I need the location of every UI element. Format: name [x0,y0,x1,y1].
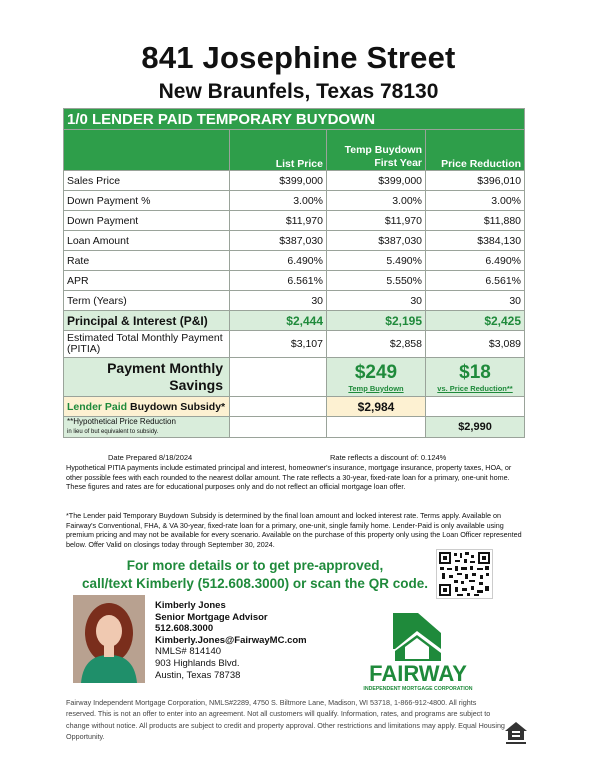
table-row [64,191,525,211]
col-header-temp [327,130,426,171]
rate-discount-label: Rate reflects a discount of: [330,453,419,462]
header-empty [64,130,230,171]
advisor-phone[interactable]: 512.608.3000 [155,623,214,635]
advisor-photo [73,595,145,683]
cell-list: $11,970 [230,211,327,231]
pi-list: $2,444 [230,311,327,331]
pi-row [64,311,525,331]
hypothetical-label-text: **Hypothetical Price Reduction [67,417,176,426]
hypothetical-empty [230,417,327,438]
cell-reduction: $11,880 [426,211,525,231]
savings-reduction-value: $18 [459,361,491,383]
table-row [64,251,525,271]
cell-list: 3.00% [230,191,327,211]
pitia-row [64,331,525,358]
contact-info [155,600,307,681]
date-prepared: Date Prepared 8/18/2024 [108,453,193,462]
cell-list: 6.561% [230,271,327,291]
cell-temp: 30 [327,291,426,311]
pitia-label-line2: (PITIA) [67,343,101,355]
row-label: Loan Amount [64,231,230,251]
hypothetical-row [64,417,525,438]
cell-temp: 5.550% [327,271,426,291]
subsidy-label [64,397,230,417]
subsidy-empty [230,397,327,417]
advisor-title: Senior Mortgage Advisor [155,611,268,623]
cell-reduction: 30 [426,291,525,311]
pitia-label [64,331,230,358]
cell-reduction: 6.490% [426,251,525,271]
fairway-logo [355,611,481,693]
pitia-list: $3,107 [230,331,327,358]
cell-reduction: 6.561% [426,271,525,291]
qr-code-icon[interactable] [436,549,493,599]
buydown-table [63,108,525,438]
savings-reduction-caption: vs. Price Reduction** [437,383,513,393]
logo-tagline: INDEPENDENT MORTGAGE CORPORATION [363,686,473,692]
table-row [64,211,525,231]
subsidy-row [64,397,525,417]
savings-temp-value: $249 [354,361,398,383]
savings-label-line1: Payment Monthly [107,360,223,376]
subsidy-empty-2 [426,397,525,417]
cell-temp: $399,000 [327,171,426,191]
row-label: Down Payment % [64,191,230,211]
savings-row [64,358,525,397]
advisor-nmls: NMLS# 814140 [155,646,222,658]
subsidy-label-green: Lender Paid [67,400,128,413]
savings-temp [327,358,426,397]
cell-reduction: $396,010 [426,171,525,191]
cell-list: $387,030 [230,231,327,251]
pi-label: Principal & Interest (P&I) [64,311,230,331]
page-subtitle: New Braunfels, Texas 78130 [158,80,439,103]
table-row [64,171,525,191]
row-label: Sales Price [64,171,230,191]
col-header-temp-line1: Temp Buydown [344,144,422,156]
cta-line2: call/text Kimberly (512.608.3000) or scan the QR code. [82,576,428,591]
rate-discount [330,453,446,462]
hypothetical-note: in lieu of but equivalent to subsidy. [67,429,159,435]
subsidy-value: $2,984 [327,397,426,417]
row-label: Term (Years) [64,291,230,311]
table-row [64,271,525,291]
cell-temp: 3.00% [327,191,426,211]
savings-temp-caption: Temp Buydown [348,383,404,393]
col-header-list: List Price [230,130,327,171]
advisor-email[interactable]: Kimberly.Jones@FairwayMC.com [155,634,307,646]
disclaimer-paragraph: Hypothetical PITIA payments include estimated principal and interest, homeowner's insurance, mortgage insurance, property taxes, HOA, or other possible fees with each rounded to the nearest dollar amount. The rate reflects a 30-year, fixed-rate loan for a primary, one-unit home. These figures and rates are for educational purposes only and do not reflect an official mortgage loan offer. [66,463,512,492]
pitia-label-line1: Estimated Total Monthly Payment [67,332,223,344]
page-title: 841 Josephine Street [141,40,456,75]
table-banner: 1/0 LENDER PAID TEMPORARY BUYDOWN [64,109,525,130]
subsidy-disclaimer: *The Lender paid Temporary Buydown Subsidy is determined by the final loan amount and locked interest rate. Terms apply. Available on Fairway's Conventional, FHA, & VA 30-year, fixed-rate loan for a primary, one-unit, single family home. Lender-Paid is only available using premium pricing and may not be available for every scenario. Available on the purchase of this property only using the Loan Officer represented below. Offer Valid on closings today through September 30, 2024. [66,511,522,549]
advisor-address-1: 903 Highlands Blvd. [155,657,240,669]
savings-empty [230,358,327,397]
table-row [64,231,525,251]
cell-list: $399,000 [230,171,327,191]
pi-temp: $2,195 [327,311,426,331]
savings-label-line2: Savings [169,377,223,393]
row-label: Down Payment [64,211,230,231]
hypothetical-empty-2 [327,417,426,438]
equal-housing-icon [504,720,528,746]
pi-reduction: $2,425 [426,311,525,331]
cell-reduction: 3.00% [426,191,525,211]
hypothetical-label [64,417,230,438]
col-header-temp-line2: First Year [374,157,422,169]
pitia-temp: $2,858 [327,331,426,358]
hypothetical-value: $2,990 [426,417,525,438]
row-label: APR [64,271,230,291]
logo-wordmark: FAIRWAY [369,661,467,686]
pitia-reduction: $3,089 [426,331,525,358]
row-label: Rate [64,251,230,271]
subsidy-label-rest: Buydown Subsidy* [127,400,226,413]
rate-discount-value: 0.124% [420,453,447,462]
savings-label [64,358,230,397]
savings-reduction [426,358,525,397]
cell-temp: 5.490% [327,251,426,271]
cell-reduction: $384,130 [426,231,525,251]
cell-list: 30 [230,291,327,311]
cell-list: 6.490% [230,251,327,271]
advisor-name: Kimberly Jones [155,600,226,611]
cta-line1: For more details or to get pre-approved, [126,558,384,573]
col-header-reduction: Price Reduction [426,130,525,171]
cell-temp: $11,970 [327,211,426,231]
advisor-address-2: Austin, Texas 78738 [155,669,241,681]
cell-temp: $387,030 [327,231,426,251]
table-row [64,291,525,311]
footer-legal: Fairway Independent Mortgage Corporation, NMLS#2289, 4750 S. Biltmore Lane, Madison, WI 53718, 1-866-912-4800. All rights reserved. This is not an offer to enter into an agreement. Not all customers will qualify. Information, rates, and programs are subject to change without notice. All products are subject to credit and property approval. Other restrictions and limitations may apply. Equal Housing Opportunity. [66,698,505,742]
